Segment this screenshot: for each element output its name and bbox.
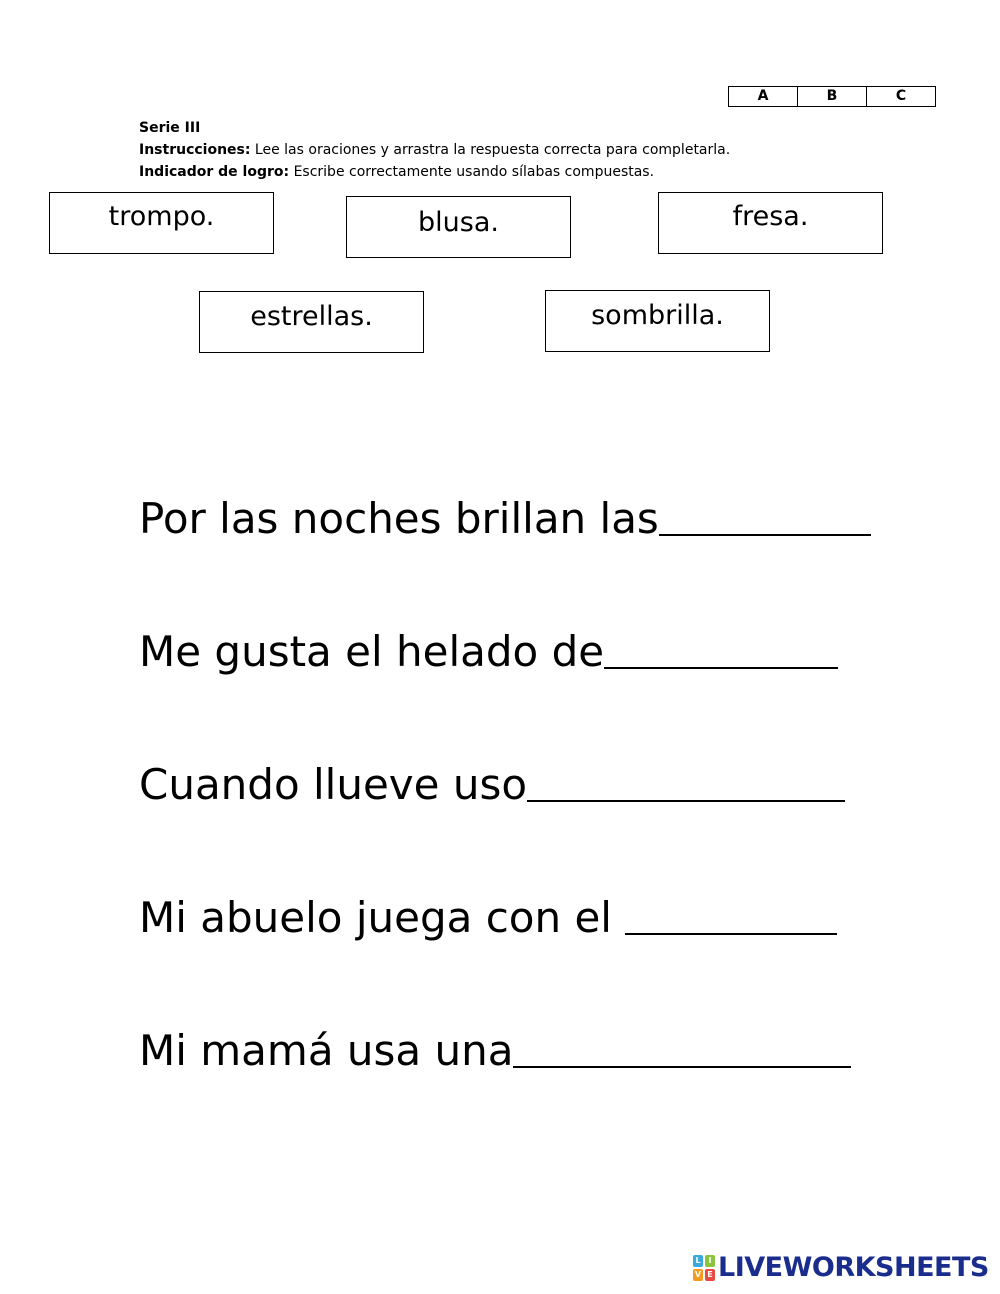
word-card-sombrilla[interactable] [545,290,770,352]
word-card-trompo[interactable] [49,192,274,254]
instructions-label: Instrucciones: [139,142,251,158]
indicator-line [139,161,730,183]
serie-title: Serie III [139,120,201,136]
word-card-label: sombrilla. [591,300,724,331]
word-card-label: blusa. [418,207,499,238]
word-card-label: fresa. [732,201,809,232]
logo-text: LIVEWORKSHEETS [718,1252,989,1283]
grade-cell-a: A [729,87,798,107]
sentence-3 [139,760,845,810]
answer-blank-5[interactable] [513,1026,851,1068]
answer-blank-2[interactable] [604,627,838,669]
logo-tile-l: L [693,1255,703,1267]
sentence-text: Por las noches brillan las [139,494,659,543]
sentence-text: Mi mamá usa una [139,1026,514,1075]
word-card-fresa[interactable] [658,192,883,254]
indicator-text: Escribe correctamente usando sílabas compuestas. [289,164,655,180]
sentence-5 [139,1026,851,1076]
liveworksheets-logo [693,1252,989,1283]
sentence-text: Cuando llueve uso [139,760,528,809]
word-card-estrellas[interactable] [199,291,424,353]
worksheet-header [139,117,730,183]
word-card-blusa[interactable] [346,196,571,258]
logo-tile-e: E [705,1269,715,1281]
indicator-label: Indicador de logro: [139,164,290,180]
grade-cell-b: B [798,87,867,107]
sentence-text: Mi abuelo juega con el [139,893,626,942]
logo-icon [693,1255,715,1281]
grade-cell-c: C [867,87,936,107]
answer-blank-4[interactable] [625,893,837,935]
grade-table [728,86,936,107]
logo-tile-i: I [705,1255,715,1267]
answer-blank-3[interactable] [527,760,845,802]
sentence-text: Me gusta el helado de [139,627,605,676]
sentence-1 [139,494,871,544]
answer-blank-1[interactable] [659,494,871,536]
logo-tile-v: V [694,1269,702,1279]
word-card-label: estrellas. [250,301,373,332]
instructions-text: Lee las oraciones y arrastra la respuesta correcta para completarla. [250,142,731,158]
sentence-2 [139,627,838,677]
word-card-label: trompo. [108,201,215,232]
sentence-4 [139,893,837,943]
instructions-line [139,139,730,161]
